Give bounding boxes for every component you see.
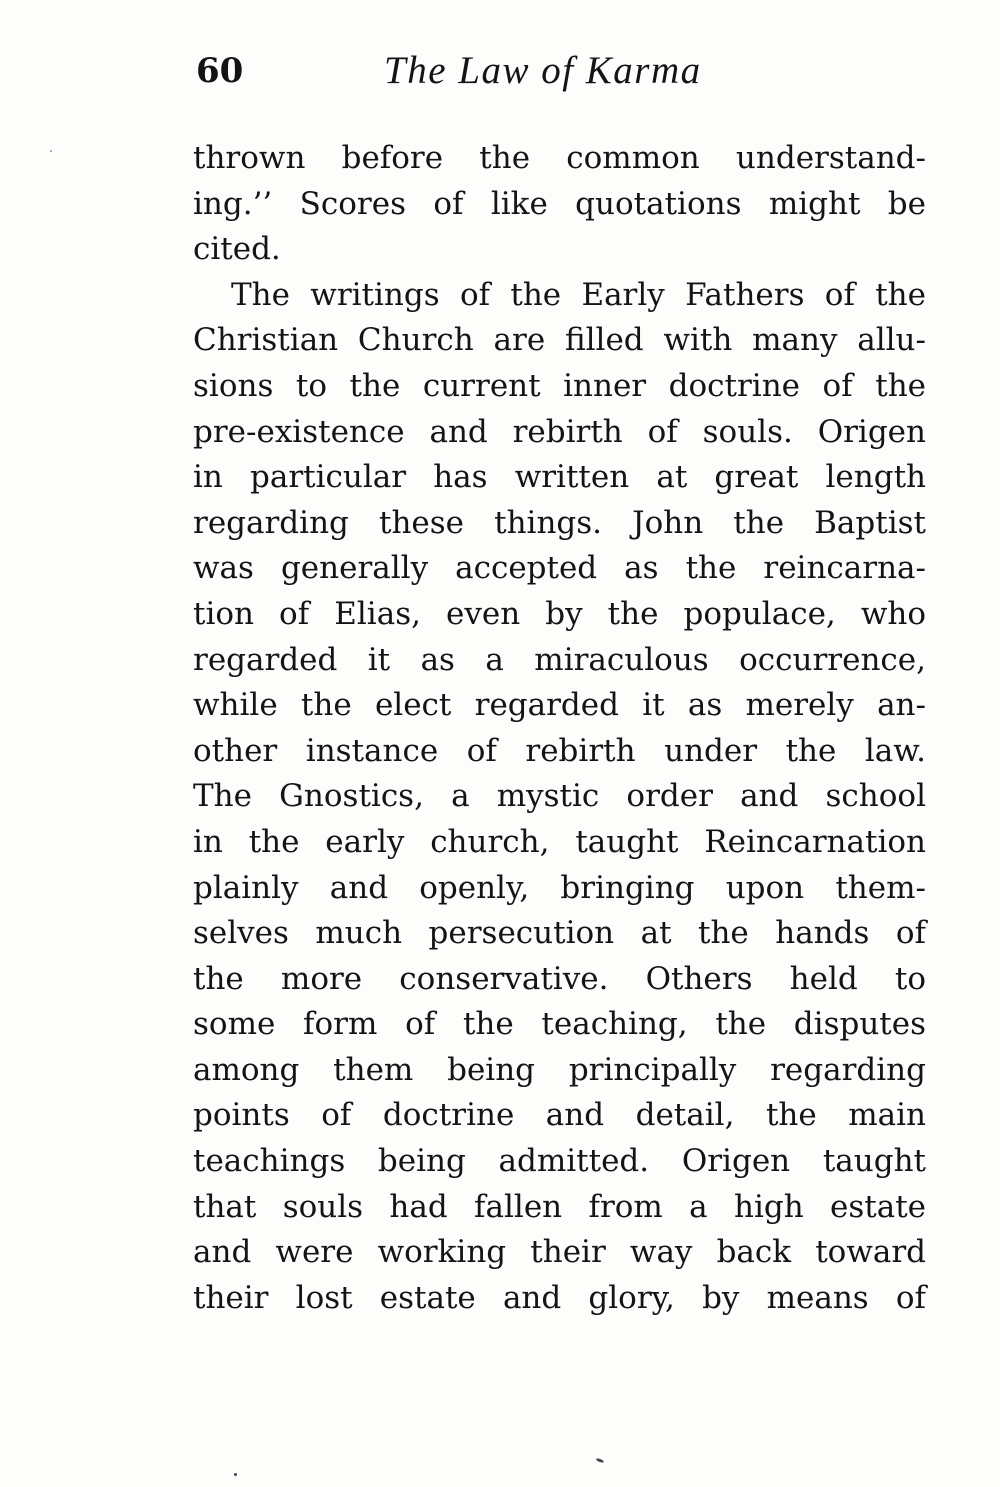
page-number: 60: [196, 51, 244, 91]
text-line: ing.’’ Scores of like quotations might be: [193, 185, 926, 222]
text-line: The Gnostics, a mystic order and school: [193, 778, 926, 815]
scan-speck: [50, 150, 52, 152]
text-line: teachings being admitted. Origen taught: [193, 1143, 926, 1180]
scan-speck: [234, 1473, 237, 1476]
text-line: pre-existence and rebirth of souls. Origen: [193, 413, 926, 450]
text-line: points of doctrine and detail, the main: [193, 1097, 926, 1134]
text-line: tion of Elias, even by the populace, who: [193, 595, 926, 632]
text-line: in the early church, taught Reincarnation: [193, 823, 926, 860]
text-line: the more conservative. Others held to: [193, 960, 926, 997]
text-line: regarded it as a miraculous occurrence,: [193, 641, 926, 678]
text-line: thrown before the common understand-: [193, 140, 926, 176]
text-line: among them being principally regarding: [193, 1051, 926, 1088]
text-line: Christian Church are filled with many allu-: [193, 322, 926, 359]
scan-speck: [596, 1458, 605, 1464]
body-text: [193, 136, 926, 1321]
text-line: some form of the teaching, the disputes: [193, 1006, 926, 1043]
text-line: plainly and openly, bringing upon them-: [193, 869, 926, 906]
text-line: sions to the current inner doctrine of the: [193, 367, 926, 404]
text-line: their lost estate and glory, by means of: [193, 1279, 926, 1316]
text-line: was generally accepted as the reincarna-: [193, 550, 926, 587]
text-line: regarding these things. John the Baptist: [193, 504, 926, 541]
text-line: other instance of rebirth under the law.: [193, 732, 926, 769]
text-line: in particular has written at great length: [193, 459, 926, 496]
text-line: that souls had fallen from a high estate: [193, 1188, 926, 1225]
text-line: selves much persecution at the hands of: [193, 915, 926, 952]
page-header: [196, 46, 736, 96]
text-line: and were working their way back toward: [193, 1234, 926, 1271]
text-line: cited.: [193, 231, 281, 268]
text-line: while the elect regarded it as merely an-: [193, 687, 926, 724]
running-title: The Law of Karma: [384, 49, 702, 92]
paragraph-first-line: The writings of the Early Fathers of the: [231, 276, 926, 313]
